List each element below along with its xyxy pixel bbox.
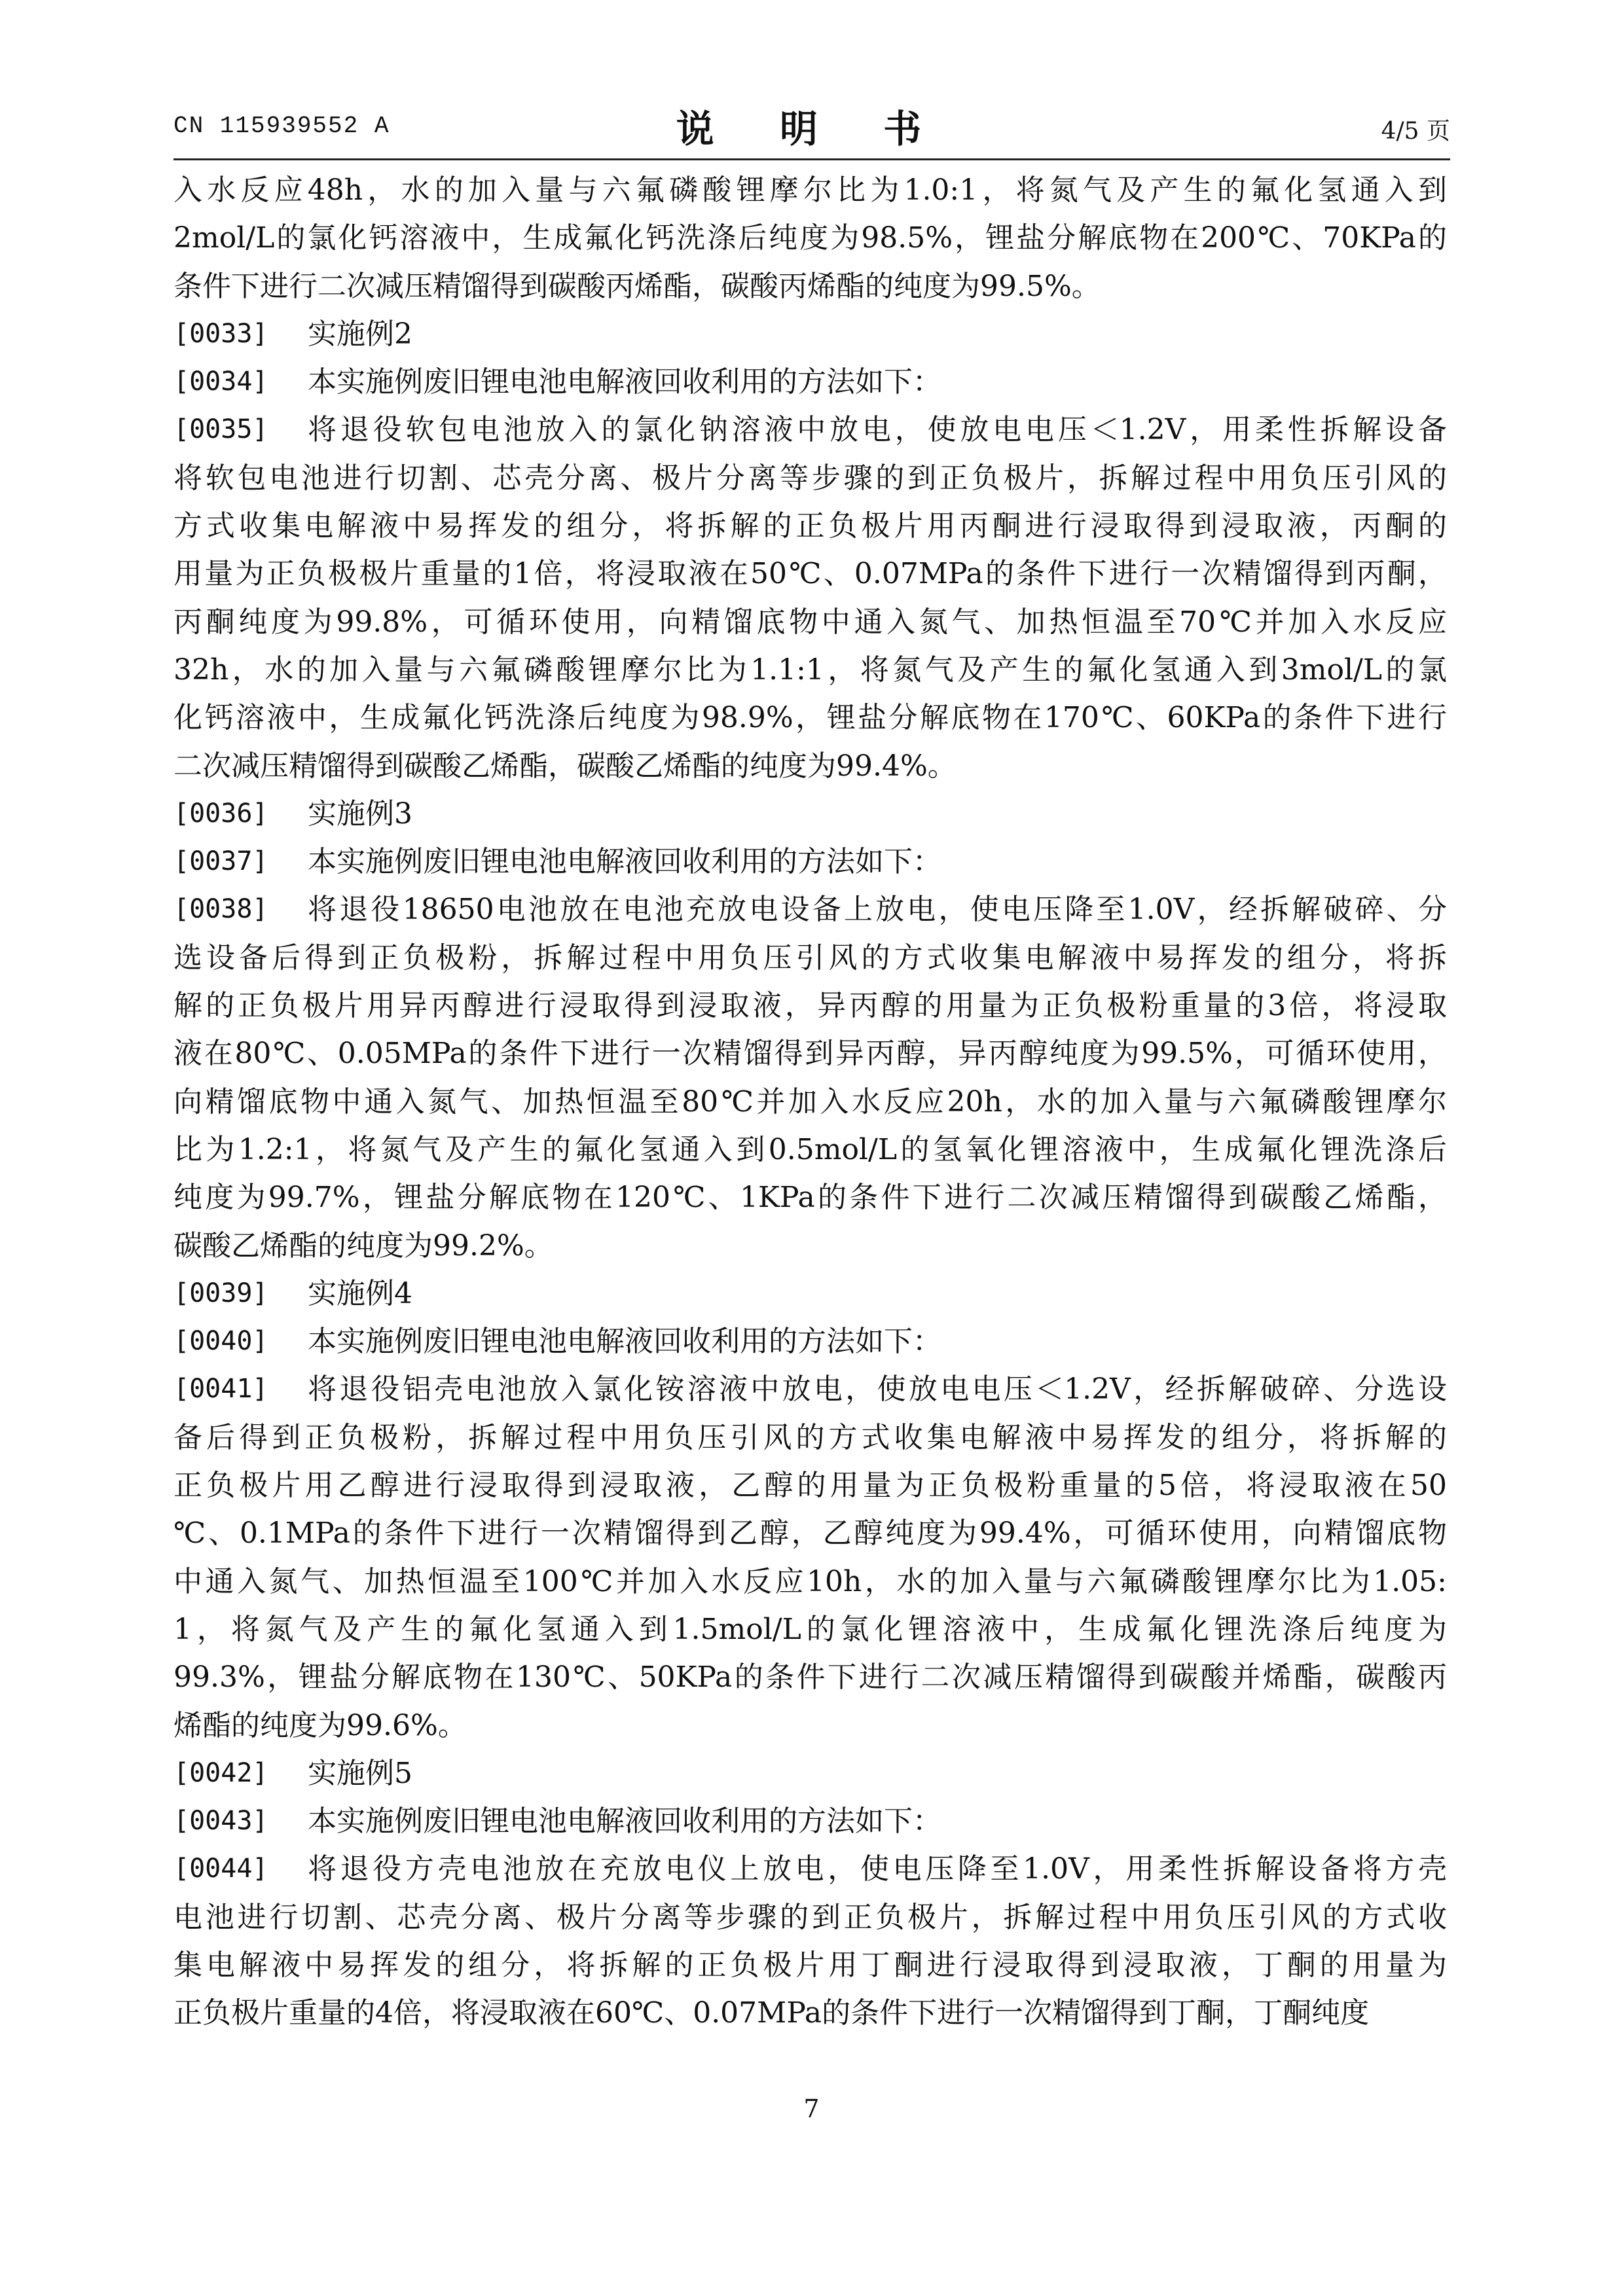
page-header: [173, 98, 1450, 151]
paragraph-text: 实施例4: [308, 1276, 412, 1310]
paragraph-line: [173, 406, 1447, 454]
page-indicator: 4/5 页: [1381, 118, 1450, 145]
paragraph-text: 烯酯的纯度为99.6%。: [173, 1708, 467, 1742]
paragraph-line: [173, 1749, 1447, 1797]
paragraph-text: 本实施例废旧锂电池电解液回收利用的方法如下：: [308, 1325, 941, 1359]
paragraph-number: [0038]: [173, 894, 268, 925]
paragraph-text: 丙酮纯度为99.8%，可循环使用，向精馏底物中通入氮气、加热恒温至70℃并加入水反应: [173, 605, 1447, 639]
paragraph-text: 入水反应48h，水的加入量与六氟磷酸锂摩尔比为1.0:1，将氮气及产生的氟化氢通入到: [173, 173, 1447, 207]
paragraph-text: 2mol/L的氯化钙溶液中，生成氟化钙洗涤后纯度为98.5%，锂盐分解底物在200℃、70KPa的: [173, 221, 1447, 255]
paragraph-number: [0037]: [173, 846, 268, 877]
paragraph-text: 将退役铝壳电池放入氯化铵溶液中放电，使放电电压＜1.2V，经拆解破碎、分选设: [308, 1372, 1447, 1407]
paragraph-0035: [173, 406, 1447, 789]
publication-number: CN 115939552 A: [173, 113, 390, 139]
paragraph-0043: [173, 1797, 1447, 1845]
paragraph-text: 99.3%，锂盐分解底物在130℃、50KPa的条件下进行二次减压精馏得到碳酸并烯酯，碳酸丙: [173, 1660, 1447, 1695]
paragraph-text: 32h，水的加入量与六氟磷酸锂摩尔比为1.1:1，将氮气及产生的氟化氢通入到3mol/L的氯: [173, 653, 1447, 687]
paragraph-text: 正负极片重量的4倍，将浸取液在60℃、0.07MPa的条件下进行一次精馏得到丁酮，丁酮纯度: [173, 1996, 1370, 2030]
paragraph-line: [173, 1845, 1447, 1893]
paragraph-0034: [173, 358, 1447, 406]
paragraph-number: [0035]: [173, 414, 268, 445]
paragraph-number: [0040]: [173, 1326, 268, 1357]
paragraph-0036: [173, 790, 1447, 838]
paragraph-0042: [173, 1749, 1447, 1797]
paragraph-0041: [173, 1365, 1447, 1749]
paragraph-text: 将退役18650电池放在电池充放电设备上放电，使电压降至1.0V，经拆解破碎、分: [308, 893, 1447, 927]
paragraph-0033: [173, 310, 1447, 358]
paragraph-text: 将软包电池进行切割、芯壳分离、极片分离等步骤的到正负极片，拆解过程中用负压引风的: [173, 461, 1447, 495]
paragraph-text: ℃、0.1MPa的条件下进行一次精馏得到乙醇，乙醇纯度为99.4%，可循环使用，向精馏底物: [173, 1516, 1447, 1551]
paragraph-text: 正负极片用乙醇进行浸取得到浸取液，乙醇的用量为正负极粉重量的5倍，将浸取液在50: [173, 1469, 1447, 1503]
paragraph-text: 集电解液中易挥发的组分，将拆解的正负极片用丁酮进行浸取得到浸取液，丁酮的用量为: [173, 1948, 1447, 1982]
paragraph-number: [0036]: [173, 798, 268, 829]
paragraph-text: 用量为正负极极片重量的1倍，将浸取液在50℃、0.07MPa的条件下进行一次精馏得到丙酮，: [173, 557, 1447, 591]
document-body: [173, 166, 1447, 2037]
paragraph-text: 比为1.2:1，将氮气及产生的氟化氢通入到0.5mol/L的氢氧化锂溶液中，生成氟化锂洗涤后: [173, 1132, 1447, 1166]
paragraph-text: 中通入氮气、加热恒温至100℃并加入水反应10h，水的加入量与六氟磷酸锂摩尔比为1.05:: [173, 1564, 1447, 1598]
paragraph-number: [0042]: [173, 1757, 268, 1788]
paragraph-continuation: [173, 166, 1447, 310]
paragraph-text: 化钙溶液中，生成氟化钙洗涤后纯度为98.9%，锂盐分解底物在170℃、60KPa的条件下进行: [173, 701, 1447, 735]
paragraph-0038: [173, 886, 1447, 1269]
paragraph-text: 将退役方壳电池放在充放电仪上放电，使电压降至1.0V，用柔性拆解设备将方壳: [308, 1852, 1447, 1886]
paragraph-text: 解的正负极片用异丙醇进行浸取得到浸取液，异丙醇的用量为正负极粉重量的3倍，将浸取: [173, 989, 1447, 1023]
paragraph-0040: [173, 1318, 1447, 1365]
paragraph-line: [173, 1365, 1447, 1413]
paragraph-line: [173, 1797, 1447, 1845]
paragraph-text: 二次减压精馏得到碳酸乙烯酯，碳酸乙烯酯的纯度为99.4%。: [173, 749, 957, 783]
paragraph-text: 条件下进行二次减压精馏得到碳酸丙烯酯，碳酸丙烯酯的纯度为99.5%。: [173, 269, 1101, 303]
document-type-title: 说 明 书: [676, 107, 948, 151]
paragraph-text: 方式收集电解液中易挥发的组分，将拆解的正负极片用丙酮进行浸取得到浸取液，丙酮的: [173, 509, 1447, 543]
paragraph-text: 将退役软包电池放入的氯化钠溶液中放电，使放电电压＜1.2V，用柔性拆解设备: [308, 413, 1447, 447]
paragraph-text: 实施例2: [308, 317, 412, 351]
paragraph-0037: [173, 838, 1447, 886]
paragraph-line: [173, 310, 1447, 358]
header-rule: [173, 158, 1450, 160]
paragraph-number: [0043]: [173, 1806, 268, 1837]
paragraph-text: 选设备后得到正负极粉，拆解过程中用负压引风的方式收集电解液中易挥发的组分，将拆: [173, 941, 1447, 975]
paragraph-line: [173, 358, 1447, 406]
paragraph-line: [173, 1270, 1447, 1318]
paragraph-text: 本实施例废旧锂电池电解液回收利用的方法如下：: [308, 845, 941, 879]
paragraph-text: 实施例5: [308, 1756, 412, 1790]
paragraph-text: 1，将氮气及产生的氟化氢通入到1.5mol/L的氯化锂溶液中，生成氟化锂洗涤后纯度为: [173, 1612, 1447, 1646]
paragraph-line: [173, 886, 1447, 933]
paragraph-0044: [173, 1845, 1447, 2037]
paragraph-number: [0044]: [173, 1854, 268, 1884]
paragraph-0039: [173, 1270, 1447, 1318]
page-number: 7: [803, 2094, 820, 2123]
paragraph-number: [0039]: [173, 1278, 268, 1308]
paragraph-text: 向精馏底物中通入氮气、加热恒温至80℃并加入水反应20h，水的加入量与六氟磷酸锂摩尔: [173, 1085, 1447, 1119]
paragraph-line: [173, 790, 1447, 838]
paragraph-text: 本实施例废旧锂电池电解液回收利用的方法如下：: [308, 1804, 941, 1839]
paragraph-text: 纯度为99.7%，锂盐分解底物在120℃、1KPa的条件下进行二次减压精馏得到碳酸乙烯酯，: [173, 1181, 1447, 1215]
paragraph-text: 碳酸乙烯酯的纯度为99.2%。: [173, 1229, 553, 1263]
paragraph-number: [0033]: [173, 318, 268, 349]
paragraph-text: 备后得到正负极粉，拆解过程中用负压引风的方式收集电解液中易挥发的组分，将拆解的: [173, 1420, 1447, 1454]
paragraph-number: [0034]: [173, 367, 268, 397]
paragraph-text: 实施例3: [308, 797, 412, 831]
paragraph-text: 本实施例废旧锂电池电解液回收利用的方法如下：: [308, 365, 941, 399]
paragraph-text: 液在80℃、0.05MPa的条件下进行一次精馏得到异丙醇，异丙醇纯度为99.5%，可循环使用，: [173, 1037, 1447, 1071]
paragraph-text: 电池进行切割、芯壳分离、极片分离等步骤的到正负极片，拆解过程中用负压引风的方式收: [173, 1900, 1447, 1934]
paragraph-line: [173, 838, 1447, 886]
paragraph-line: [173, 1318, 1447, 1365]
paragraph-number: [0041]: [173, 1374, 268, 1405]
